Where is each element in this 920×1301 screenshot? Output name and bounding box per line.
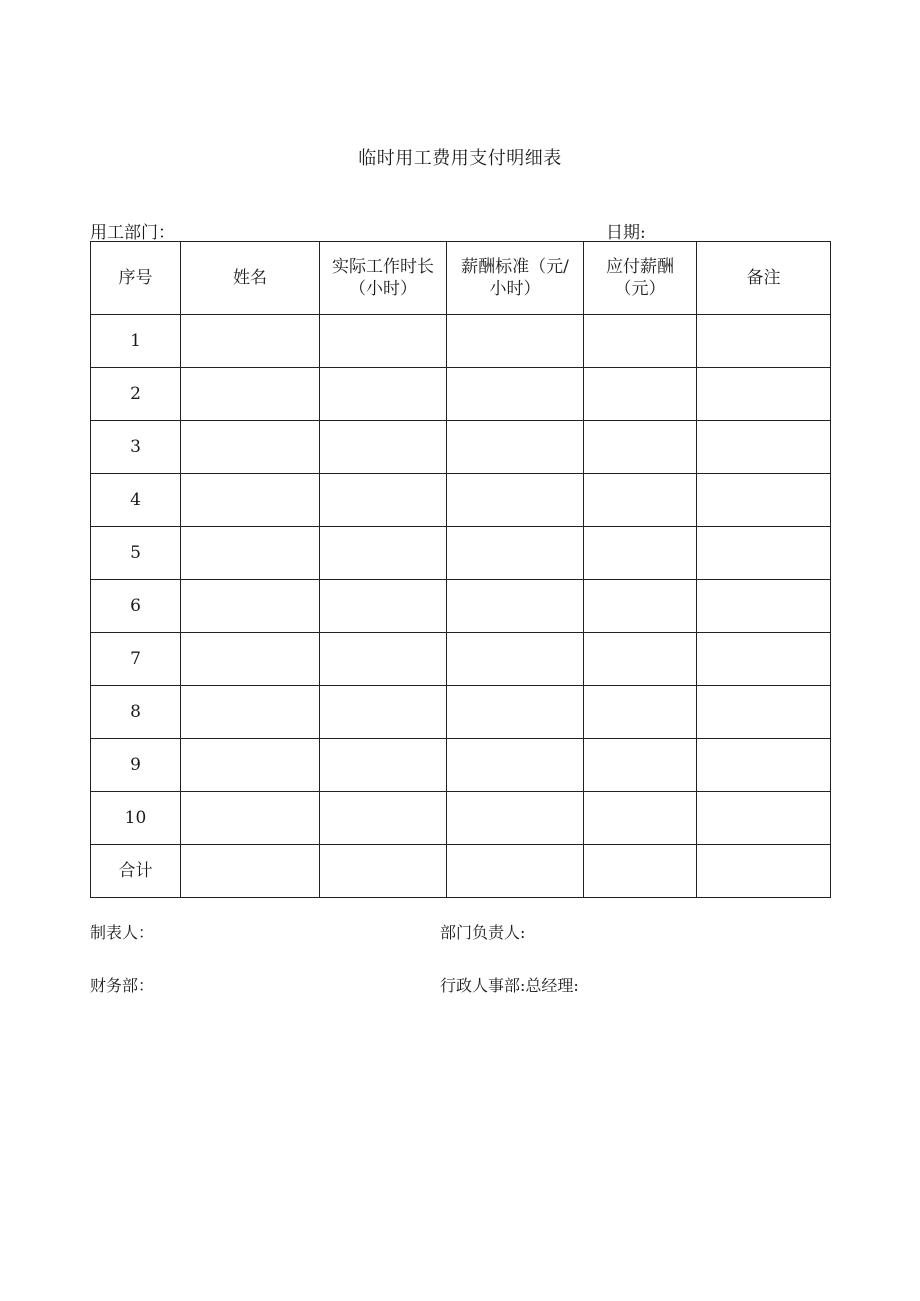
empty-entry-cell[interactable] bbox=[697, 845, 831, 898]
department-label: 用工部门： bbox=[90, 223, 175, 243]
row-serial-cell: 7 bbox=[91, 633, 181, 686]
header-payable-amount bbox=[584, 242, 697, 315]
payment-detail-table bbox=[90, 241, 831, 898]
row-serial-cell: 9 bbox=[91, 739, 181, 792]
header-name bbox=[181, 242, 320, 315]
row-serial-cell: 5 bbox=[91, 527, 181, 580]
empty-entry-cell[interactable] bbox=[447, 421, 584, 474]
empty-entry-cell[interactable] bbox=[447, 686, 584, 739]
table-row bbox=[91, 739, 831, 792]
row-serial-cell: 8 bbox=[91, 686, 181, 739]
row-serial-cell: 4 bbox=[91, 474, 181, 527]
table-row bbox=[91, 315, 831, 368]
empty-entry-cell[interactable] bbox=[447, 739, 584, 792]
empty-entry-cell[interactable] bbox=[181, 527, 320, 580]
empty-entry-cell[interactable] bbox=[320, 580, 447, 633]
table-row bbox=[91, 474, 831, 527]
empty-entry-cell[interactable] bbox=[181, 421, 320, 474]
empty-entry-cell[interactable] bbox=[447, 633, 584, 686]
empty-entry-cell[interactable] bbox=[320, 845, 447, 898]
empty-entry-cell[interactable] bbox=[320, 474, 447, 527]
table-row bbox=[91, 633, 831, 686]
finance-department-label: 财务部： bbox=[90, 976, 155, 995]
empty-entry-cell[interactable] bbox=[584, 580, 697, 633]
empty-entry-cell[interactable] bbox=[320, 421, 447, 474]
empty-entry-cell[interactable] bbox=[181, 845, 320, 898]
empty-entry-cell[interactable] bbox=[320, 633, 447, 686]
empty-entry-cell[interactable] bbox=[447, 792, 584, 845]
header-line: （小时） bbox=[349, 279, 417, 299]
empty-entry-cell[interactable] bbox=[447, 845, 584, 898]
header-line: 备注 bbox=[746, 268, 781, 288]
header-remarks bbox=[697, 242, 831, 315]
table-row bbox=[91, 368, 831, 421]
page-title: 临时用工费用支付明细表 bbox=[358, 148, 562, 169]
empty-entry-cell[interactable] bbox=[447, 368, 584, 421]
empty-entry-cell[interactable] bbox=[320, 527, 447, 580]
empty-entry-cell[interactable] bbox=[181, 686, 320, 739]
empty-entry-cell[interactable] bbox=[584, 845, 697, 898]
header-serial-number bbox=[91, 242, 181, 315]
hr-general-manager-label: 行政人事部:总经理: bbox=[440, 976, 579, 995]
empty-entry-cell[interactable] bbox=[447, 474, 584, 527]
table-row bbox=[91, 686, 831, 739]
header-pay-rate bbox=[447, 242, 584, 315]
header-line: 序号 bbox=[118, 268, 153, 288]
empty-entry-cell[interactable] bbox=[697, 474, 831, 527]
department-head-label: 部门负责人: bbox=[440, 923, 526, 942]
preparer-label: 制表人： bbox=[90, 923, 155, 942]
row-serial-cell: 3 bbox=[91, 421, 181, 474]
table-row bbox=[91, 421, 831, 474]
empty-entry-cell[interactable] bbox=[697, 792, 831, 845]
empty-entry-cell[interactable] bbox=[181, 474, 320, 527]
empty-entry-cell[interactable] bbox=[584, 315, 697, 368]
empty-entry-cell[interactable] bbox=[584, 368, 697, 421]
table-row bbox=[91, 580, 831, 633]
row-serial-cell: 6 bbox=[91, 580, 181, 633]
empty-entry-cell[interactable] bbox=[697, 580, 831, 633]
header-line: 姓名 bbox=[233, 268, 267, 288]
header-work-hours bbox=[320, 242, 447, 315]
empty-entry-cell[interactable] bbox=[181, 315, 320, 368]
table-body bbox=[91, 315, 831, 898]
header-line: 应付薪酬 bbox=[606, 257, 674, 277]
row-serial-cell: 10 bbox=[91, 792, 181, 845]
empty-entry-cell[interactable] bbox=[697, 739, 831, 792]
empty-entry-cell[interactable] bbox=[447, 580, 584, 633]
empty-entry-cell[interactable] bbox=[697, 421, 831, 474]
header-line: 薪酬标准（元/ bbox=[461, 257, 569, 277]
empty-entry-cell[interactable] bbox=[181, 739, 320, 792]
empty-entry-cell[interactable] bbox=[584, 739, 697, 792]
empty-entry-cell[interactable] bbox=[447, 527, 584, 580]
empty-entry-cell[interactable] bbox=[447, 315, 584, 368]
empty-entry-cell[interactable] bbox=[697, 686, 831, 739]
header-line: 小时） bbox=[489, 279, 541, 299]
table-row bbox=[91, 527, 831, 580]
table-row bbox=[91, 845, 831, 898]
row-serial-cell: 2 bbox=[91, 368, 181, 421]
date-label: 日期: bbox=[606, 223, 646, 243]
empty-entry-cell[interactable] bbox=[697, 368, 831, 421]
header-line: 实际工作时长 bbox=[332, 257, 434, 277]
empty-entry-cell[interactable] bbox=[584, 633, 697, 686]
empty-entry-cell[interactable] bbox=[181, 580, 320, 633]
empty-entry-cell[interactable] bbox=[320, 792, 447, 845]
row-serial-cell: 合计 bbox=[91, 845, 181, 898]
empty-entry-cell[interactable] bbox=[697, 527, 831, 580]
empty-entry-cell[interactable] bbox=[697, 315, 831, 368]
empty-entry-cell[interactable] bbox=[584, 421, 697, 474]
empty-entry-cell[interactable] bbox=[584, 686, 697, 739]
empty-entry-cell[interactable] bbox=[320, 368, 447, 421]
empty-entry-cell[interactable] bbox=[181, 792, 320, 845]
table-header-row bbox=[91, 242, 831, 315]
empty-entry-cell[interactable] bbox=[320, 315, 447, 368]
empty-entry-cell[interactable] bbox=[584, 792, 697, 845]
empty-entry-cell[interactable] bbox=[320, 686, 447, 739]
row-serial-cell: 1 bbox=[91, 315, 181, 368]
empty-entry-cell[interactable] bbox=[584, 527, 697, 580]
empty-entry-cell[interactable] bbox=[697, 633, 831, 686]
empty-entry-cell[interactable] bbox=[320, 739, 447, 792]
empty-entry-cell[interactable] bbox=[181, 368, 320, 421]
empty-entry-cell[interactable] bbox=[181, 633, 320, 686]
table-row bbox=[91, 792, 831, 845]
empty-entry-cell[interactable] bbox=[584, 474, 697, 527]
header-line: （元） bbox=[614, 279, 666, 299]
